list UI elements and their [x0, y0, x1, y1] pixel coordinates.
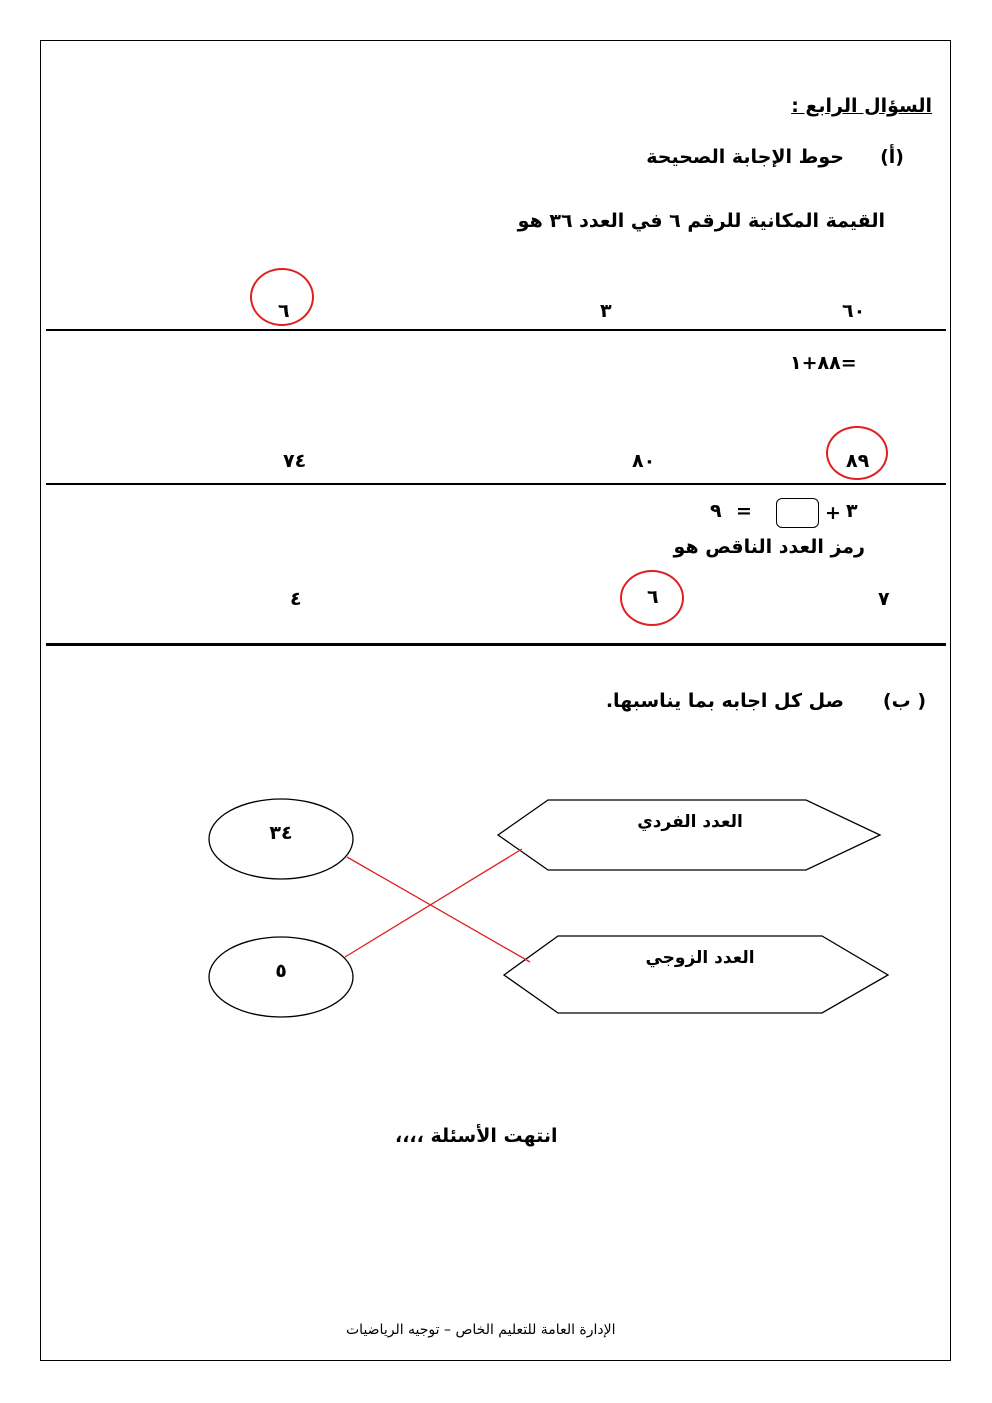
q1-text: القيمة المكانية للرقم ٦ في العدد ٣٦ هو	[517, 210, 885, 232]
hexagon-odd-label: العدد الفردي	[637, 812, 743, 832]
q1-option-2[interactable]: ٣	[600, 300, 612, 322]
part-a-instruction: حوط الإجابة الصحيحة	[646, 146, 844, 168]
q2-option-2[interactable]: ٨٠	[632, 450, 656, 472]
q3-option-3[interactable]: ٤	[290, 588, 302, 610]
q1-option-3[interactable]: ٦	[278, 300, 290, 322]
question-title: السؤال الرابع :	[791, 95, 932, 117]
q3-result: ٩	[710, 500, 722, 522]
q3-left-operand: ٣	[846, 500, 858, 522]
q2-option-1[interactable]: ٨٩	[846, 450, 870, 472]
part-b-label: ( ب)	[882, 690, 926, 712]
q3-text: رمز العدد الناقص هو	[673, 536, 865, 558]
part-a-label: (أ)	[880, 146, 904, 168]
oval-34-label: ٣٤	[269, 822, 293, 844]
part-b-instruction: صل كل اجابه بما يناسبها.	[605, 690, 844, 712]
connector-34-even	[347, 857, 530, 962]
hexagon-even-label: العدد الزوجي	[645, 948, 755, 968]
q2-option-3[interactable]: ٧٤	[283, 450, 307, 472]
end-text: انتهت الأسئلة ،،،،	[395, 1125, 558, 1147]
q3-equals-sign: =	[736, 500, 752, 522]
q3-plus-sign: +	[825, 502, 841, 524]
connector-5-odd	[345, 849, 522, 957]
q3-option-1[interactable]: ٧	[878, 588, 890, 610]
q1-option-1[interactable]: ٦٠	[842, 300, 866, 322]
oval-5-label: ٥	[275, 960, 287, 982]
q3-option-2[interactable]: ٦	[647, 586, 659, 608]
q2-text: ٨٨+١=	[790, 352, 857, 374]
footer-text: الإدارة العامة للتعليم الخاص – توجيه الرياضيات	[346, 1322, 616, 1338]
hexagon-odd[interactable]	[498, 800, 880, 870]
